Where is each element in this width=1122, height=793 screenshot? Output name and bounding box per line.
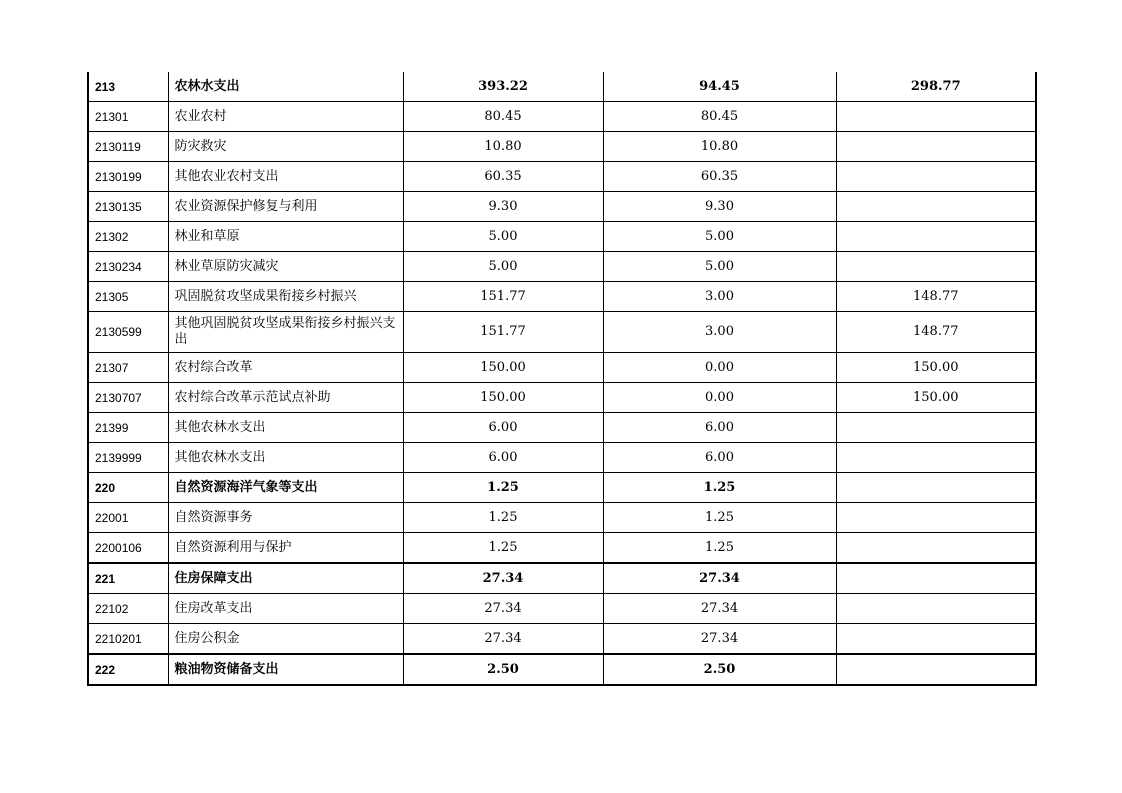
- subject-name-cell: 自然资源利用与保护: [168, 533, 403, 564]
- basic-expenditure-cell: 3.00: [603, 282, 836, 312]
- basic-expenditure-cell: 5.00: [603, 252, 836, 282]
- basic-expenditure-cell: 1.25: [603, 503, 836, 533]
- subject-name-cell: 住房公积金: [168, 624, 403, 655]
- basic-expenditure-cell: 27.34: [603, 563, 836, 594]
- project-expenditure-cell: [836, 162, 1036, 192]
- total-amount-cell: 150.00: [403, 353, 603, 383]
- total-amount-cell: 2.50: [403, 654, 603, 685]
- table-row: [88, 102, 1036, 132]
- subject-code-cell: 2130135: [88, 192, 168, 222]
- subject-code-cell: 2130119: [88, 132, 168, 162]
- subject-code-cell: 213: [88, 72, 168, 102]
- subject-code-cell: 22102: [88, 594, 168, 624]
- total-amount-cell: 1.25: [403, 533, 603, 564]
- table-row: [88, 503, 1036, 533]
- total-amount-cell: 151.77: [403, 282, 603, 312]
- subject-name-cell: 其他农林水支出: [168, 413, 403, 443]
- subject-name-cell: 农村综合改革示范试点补助: [168, 383, 403, 413]
- basic-expenditure-cell: 1.25: [603, 473, 836, 503]
- subject-name-cell: 自然资源海洋气象等支出: [168, 473, 403, 503]
- subject-code-cell: 2210201: [88, 624, 168, 655]
- total-amount-cell: 1.25: [403, 473, 603, 503]
- total-amount-cell: 151.77: [403, 312, 603, 353]
- project-expenditure-cell: 148.77: [836, 312, 1036, 353]
- subject-code-cell: 21305: [88, 282, 168, 312]
- total-amount-cell: 27.34: [403, 594, 603, 624]
- subject-name-cell: 其他巩固脱贫攻坚成果衔接乡村振兴支出: [168, 312, 403, 353]
- total-amount-cell: 10.80: [403, 132, 603, 162]
- total-amount-cell: 1.25: [403, 503, 603, 533]
- subject-code-cell: 222: [88, 654, 168, 685]
- basic-expenditure-cell: 0.00: [603, 353, 836, 383]
- total-amount-cell: 60.35: [403, 162, 603, 192]
- basic-expenditure-cell: 6.00: [603, 413, 836, 443]
- subject-name-cell: 林业草原防灾减灾: [168, 252, 403, 282]
- basic-expenditure-cell: 80.45: [603, 102, 836, 132]
- subject-name-cell: 住房保障支出: [168, 563, 403, 594]
- subject-code-cell: 21307: [88, 353, 168, 383]
- table-row: [88, 383, 1036, 413]
- project-expenditure-cell: [836, 413, 1036, 443]
- project-expenditure-cell: [836, 533, 1036, 564]
- project-expenditure-cell: 148.77: [836, 282, 1036, 312]
- project-expenditure-cell: 150.00: [836, 353, 1036, 383]
- subject-name-cell: 农业资源保护修复与利用: [168, 192, 403, 222]
- table-row: [88, 594, 1036, 624]
- project-expenditure-cell: [836, 132, 1036, 162]
- subject-code-cell: 21399: [88, 413, 168, 443]
- total-amount-cell: 27.34: [403, 563, 603, 594]
- table-row: [88, 282, 1036, 312]
- basic-expenditure-cell: 27.34: [603, 624, 836, 655]
- subject-name-cell: 粮油物资储备支出: [168, 654, 403, 685]
- table-row: [88, 563, 1036, 594]
- basic-expenditure-cell: 60.35: [603, 162, 836, 192]
- basic-expenditure-cell: 3.00: [603, 312, 836, 353]
- project-expenditure-cell: 150.00: [836, 383, 1036, 413]
- subject-name-cell: 林业和草原: [168, 222, 403, 252]
- basic-expenditure-cell: 2.50: [603, 654, 836, 685]
- total-amount-cell: 5.00: [403, 252, 603, 282]
- project-expenditure-cell: [836, 624, 1036, 655]
- basic-expenditure-cell: 94.45: [603, 72, 836, 102]
- total-amount-cell: 6.00: [403, 413, 603, 443]
- project-expenditure-cell: [836, 503, 1036, 533]
- table-row: [88, 473, 1036, 503]
- subject-name-cell: 巩固脱贫攻坚成果衔接乡村振兴: [168, 282, 403, 312]
- basic-expenditure-cell: 9.30: [603, 192, 836, 222]
- subject-code-cell: 2130599: [88, 312, 168, 353]
- project-expenditure-cell: 298.77: [836, 72, 1036, 102]
- table-row: [88, 353, 1036, 383]
- subject-code-cell: 2130707: [88, 383, 168, 413]
- project-expenditure-cell: [836, 192, 1036, 222]
- table-row: [88, 222, 1036, 252]
- subject-code-cell: 21302: [88, 222, 168, 252]
- total-amount-cell: 393.22: [403, 72, 603, 102]
- budget-table-body: [88, 72, 1036, 685]
- project-expenditure-cell: [836, 654, 1036, 685]
- table-row: [88, 533, 1036, 564]
- table-row: [88, 132, 1036, 162]
- project-expenditure-cell: [836, 594, 1036, 624]
- subject-code-cell: 22001: [88, 503, 168, 533]
- subject-name-cell: 农村综合改革: [168, 353, 403, 383]
- basic-expenditure-cell: 0.00: [603, 383, 836, 413]
- subject-name-cell: 农业农村: [168, 102, 403, 132]
- table-row: [88, 252, 1036, 282]
- project-expenditure-cell: [836, 222, 1036, 252]
- project-expenditure-cell: [836, 473, 1036, 503]
- subject-code-cell: 220: [88, 473, 168, 503]
- table-row: [88, 312, 1036, 353]
- table-row: [88, 413, 1036, 443]
- project-expenditure-cell: [836, 252, 1036, 282]
- subject-code-cell: 2130199: [88, 162, 168, 192]
- total-amount-cell: 150.00: [403, 383, 603, 413]
- basic-expenditure-cell: 1.25: [603, 533, 836, 564]
- budget-table: [87, 72, 1037, 686]
- table-row: [88, 654, 1036, 685]
- table-row: [88, 192, 1036, 222]
- subject-code-cell: 21301: [88, 102, 168, 132]
- project-expenditure-cell: [836, 443, 1036, 473]
- subject-name-cell: 住房改革支出: [168, 594, 403, 624]
- basic-expenditure-cell: 6.00: [603, 443, 836, 473]
- total-amount-cell: 9.30: [403, 192, 603, 222]
- subject-code-cell: 2139999: [88, 443, 168, 473]
- subject-code-cell: 2200106: [88, 533, 168, 564]
- subject-name-cell: 农林水支出: [168, 72, 403, 102]
- table-row: [88, 162, 1036, 192]
- project-expenditure-cell: [836, 102, 1036, 132]
- table-row: [88, 72, 1036, 102]
- subject-code-cell: 221: [88, 563, 168, 594]
- subject-code-cell: 2130234: [88, 252, 168, 282]
- basic-expenditure-cell: 10.80: [603, 132, 836, 162]
- subject-name-cell: 防灾救灾: [168, 132, 403, 162]
- project-expenditure-cell: [836, 563, 1036, 594]
- total-amount-cell: 80.45: [403, 102, 603, 132]
- total-amount-cell: 27.34: [403, 624, 603, 655]
- total-amount-cell: 5.00: [403, 222, 603, 252]
- total-amount-cell: 6.00: [403, 443, 603, 473]
- subject-name-cell: 其他农林水支出: [168, 443, 403, 473]
- table-row: [88, 443, 1036, 473]
- subject-name-cell: 自然资源事务: [168, 503, 403, 533]
- subject-name-cell: 其他农业农村支出: [168, 162, 403, 192]
- table-row: [88, 624, 1036, 655]
- basic-expenditure-cell: 5.00: [603, 222, 836, 252]
- basic-expenditure-cell: 27.34: [603, 594, 836, 624]
